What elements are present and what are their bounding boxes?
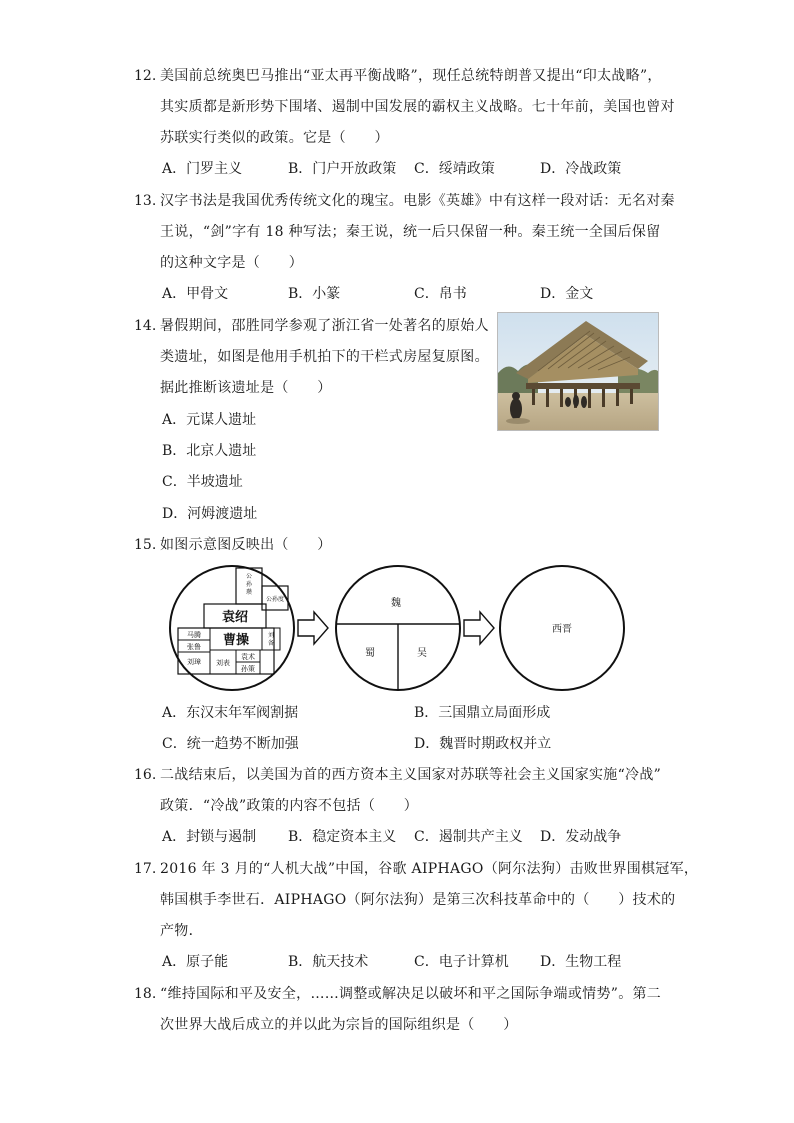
option-d[interactable]: D．冷战政策 (540, 161, 622, 177)
three-kingdoms-circle (336, 566, 460, 690)
label-zhanglu: 张鲁 (187, 643, 201, 651)
label-wei: 魏 (391, 598, 401, 609)
question-text-line: 据此推断该遗址是（ ） (160, 380, 332, 396)
label-gongsundu: 公孙度 (265, 596, 285, 603)
option-c[interactable]: C．绥靖政策 (414, 161, 495, 177)
question-text-line: 王说，“剑”字有 18 种写法；秦王说，统一后只保留一种。秦王统一全国后保留 (160, 224, 661, 240)
label-yuanshao: 袁绍 (221, 610, 249, 625)
label-liubei-1: 刘 (267, 632, 275, 639)
question-number: 17. (134, 861, 157, 877)
label-wu: 吴 (417, 648, 427, 659)
question-number: 14. (134, 318, 157, 334)
option-d[interactable]: D．生物工程 (540, 954, 622, 970)
question-text-line: 类遗址，如图是他用手机拍下的干栏式房屋复原图。 (160, 349, 489, 365)
question-number: 18. (134, 986, 157, 1002)
option-c[interactable]: C．帛书 (414, 286, 467, 302)
option-c[interactable]: C．统一趋势不断加强 (162, 736, 299, 752)
label-gongsunzan-2: 孙 (245, 581, 253, 588)
label-sunce: 孙策 (241, 665, 255, 673)
question-text-line: 2016 年 3 月的“人机大战”中国，谷歌 AIPHAGO（阿尔法狗）击败世界围棋冠军， (160, 861, 699, 877)
option-d[interactable]: D．河姆渡遗址 (162, 506, 258, 522)
option-b[interactable]: B．三国鼎立局面形成 (414, 705, 551, 721)
question-number: 13. (134, 193, 157, 209)
label-liuzhang: 刘璋 (187, 658, 201, 666)
label-caocao: 曹操 (222, 633, 250, 648)
question-number: 16. (134, 767, 157, 783)
question-text-line: 韩国棋手李世石．AIPHAGO（阿尔法狗）是第三次科技革命中的（ ）技术的 (160, 892, 676, 908)
question-text-line: 如图示意图反映出（ ） (160, 537, 332, 553)
option-b[interactable]: B．航天技术 (288, 954, 369, 970)
question-text-line: 政策．“冷战”政策的内容不包括（ ） (160, 798, 419, 814)
arrow-icon (464, 612, 494, 644)
option-b[interactable]: B．稳定资本主义 (288, 829, 397, 845)
option-b[interactable]: B．北京人遗址 (162, 443, 257, 459)
option-a[interactable]: A．甲骨文 (162, 286, 229, 302)
question-number: 12. (134, 68, 157, 84)
question-text-line: 暑假期间，邵胜同学参观了浙江省一处著名的原始人 (160, 318, 489, 334)
label-mateng: 马腾 (187, 631, 201, 639)
label-gongsunzan-1: 公 (245, 573, 253, 580)
three-kingdoms-diagram (166, 564, 626, 694)
question-text-line: 汉字书法是我国优秀传统文化的瑰宝。电影《英雄》中有这样一段对话：无名对秦 (160, 193, 675, 209)
option-d[interactable]: D．发动战争 (540, 829, 622, 845)
question-text-line: 其实质都是新形势下围堵、遏制中国发展的霸权主义战略。七十年前，美国也曾对 (160, 99, 675, 115)
question-text-line: “维持国际和平及安全，……调整或解决足以破坏和平之国际争端或情势”。第二 (160, 986, 662, 1002)
option-a[interactable]: A．元谋人遗址 (162, 412, 257, 428)
option-b[interactable]: B．门户开放政策 (288, 161, 397, 177)
label-liubiao: 刘表 (216, 659, 230, 667)
option-c[interactable]: C．半坡遗址 (162, 474, 243, 490)
label-liubei-2: 备 (267, 640, 275, 647)
option-c[interactable]: C．遏制共产主义 (414, 829, 523, 845)
label-shu: 蜀 (365, 648, 375, 659)
label-gongsunzan-3: 瓒 (245, 589, 253, 596)
stilt-house-photo (497, 312, 659, 431)
question-text-line: 的这种文字是（ ） (160, 255, 303, 271)
option-d[interactable]: D．金文 (540, 286, 594, 302)
question-text-line: 产物． (160, 923, 203, 939)
arrow-icon (298, 612, 328, 644)
question-text-line: 苏联实行类似的政策。它是（ ） (160, 130, 389, 146)
option-c[interactable]: C．电子计算机 (414, 954, 509, 970)
question-number: 15. (134, 537, 157, 553)
option-a[interactable]: A．门罗主义 (162, 161, 243, 177)
question-text-line: 二战结束后，以美国为首的西方资本主义国家对苏联等社会主义国家实施“冷战” (160, 767, 662, 783)
label-xijin: 西晋 (552, 624, 572, 635)
question-text-line: 美国前总统奥巴马推出“亚太再平衡战略”，现任总统特朗普又提出“印太战略”， (160, 68, 662, 84)
option-a[interactable]: A．封锁与遏制 (162, 829, 257, 845)
option-a[interactable]: A．原子能 (162, 954, 229, 970)
option-b[interactable]: B．小篆 (288, 286, 341, 302)
option-d[interactable]: D．魏晋时期政权并立 (414, 736, 552, 752)
label-yuanshu: 袁术 (241, 653, 255, 661)
warlords-circle (170, 566, 294, 690)
option-a[interactable]: A．东汉末年军阀割据 (162, 705, 299, 721)
question-text-line: 次世界大战后成立的并以此为宗旨的国际组织是（ ） (160, 1017, 518, 1033)
